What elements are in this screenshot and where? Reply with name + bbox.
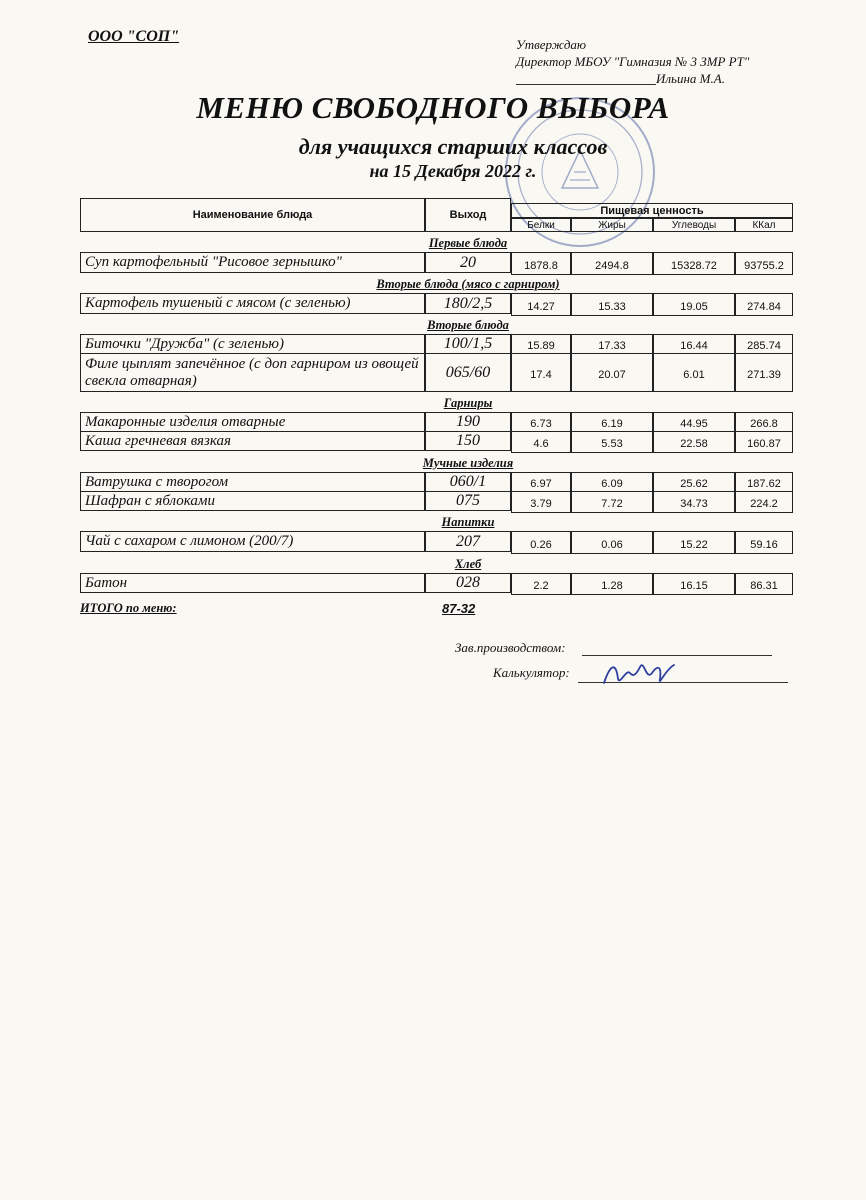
header-dish-name: Наименование блюда: [80, 198, 425, 232]
header-proteins: Белки: [511, 218, 571, 232]
dish-name: Филе цыплят запечённое (с доп гарниром из овощей свекла отварная): [80, 353, 425, 392]
dish-output: 190: [425, 412, 511, 432]
dish-fats: 0.06: [571, 531, 653, 554]
dish-proteins: 3.79: [511, 491, 571, 513]
production-manager-label: Зав.производством:: [455, 640, 566, 655]
dish-proteins: 4.6: [511, 431, 571, 453]
dish-carbs: 19.05: [653, 293, 735, 316]
dish-output: 150: [425, 431, 511, 451]
organization-name: ООО "СОП": [88, 28, 180, 45]
dish-kcal: 274.84: [735, 293, 793, 316]
dish-kcal: 86.31: [735, 573, 793, 595]
section-title: Вторые блюда: [427, 318, 509, 332]
dish-kcal: 93755.2: [735, 252, 793, 275]
dish-output: 060/1: [425, 472, 511, 492]
dish-fats: 6.19: [571, 412, 653, 432]
calculator-label: Калькулятор:: [493, 665, 570, 680]
approval-line-3: Ильина М.А.: [656, 71, 725, 86]
dish-name: Биточки "Дружба" (с зеленью): [80, 334, 425, 354]
dish-kcal: 59.16: [735, 531, 793, 554]
dish-fats: 7.72: [571, 491, 653, 513]
dish-fats: 5.53: [571, 431, 653, 453]
dish-output: 207: [425, 531, 511, 552]
dish-name: Каша гречневая вязкая: [80, 431, 425, 451]
dish-carbs: 44.95: [653, 412, 735, 432]
dish-proteins: 14.27: [511, 293, 571, 316]
section-title: Вторые блюда (мясо с гарниром): [376, 277, 560, 291]
section-title: Гарниры: [443, 396, 493, 410]
dish-output: 100/1,5: [425, 334, 511, 354]
dish-carbs: 22.58: [653, 431, 735, 453]
page-subtitle: для учащихся старших классов: [298, 134, 608, 159]
dish-output: 028: [425, 573, 511, 593]
dish-name: Суп картофельный "Рисовое зернышко": [80, 252, 425, 273]
dish-proteins: 2.2: [511, 573, 571, 595]
section-title: Первые блюда: [428, 236, 508, 250]
dish-fats: 2494.8: [571, 252, 653, 275]
header-nutrition: Пищевая ценность: [511, 203, 793, 218]
total-label: ИТОГО по меню:: [80, 601, 177, 615]
dish-kcal: 187.62: [735, 472, 793, 492]
dish-name: Шафран с яблоками: [80, 491, 425, 511]
dish-carbs: 15328.72: [653, 252, 735, 275]
approval-line-1: Утверждаю: [516, 37, 587, 52]
dish-fats: 1.28: [571, 573, 653, 595]
dish-output: 20: [425, 252, 511, 273]
dish-output: 075: [425, 491, 511, 511]
dish-carbs: 15.22: [653, 531, 735, 554]
director-signature-line: [516, 84, 656, 85]
dish-proteins: 17.4: [511, 353, 571, 392]
dish-carbs: 25.62: [653, 472, 735, 492]
total-value: 87-32: [442, 601, 476, 616]
calculator-signature: [600, 655, 680, 691]
dish-kcal: 224.2: [735, 491, 793, 513]
header-kcal: ККал: [735, 218, 793, 232]
header-carbs: Углеводы: [653, 218, 735, 232]
dish-proteins: 6.97: [511, 472, 571, 492]
approval-line-2: Директор МБОУ "Гимназия № 3 ЗМР РТ": [516, 54, 750, 69]
dish-proteins: 1878.8: [511, 252, 571, 275]
header-fats: Жиры: [571, 218, 653, 232]
dish-proteins: 6.73: [511, 412, 571, 432]
dish-fats: 20.07: [571, 353, 653, 392]
dish-name: Макаронные изделия отварные: [80, 412, 425, 432]
header-output: Выход: [425, 198, 511, 232]
dish-kcal: 266.8: [735, 412, 793, 432]
dish-fats: 17.33: [571, 334, 653, 354]
dish-carbs: 6.01: [653, 353, 735, 392]
dish-output: 065/60: [425, 353, 511, 392]
dish-kcal: 160.87: [735, 431, 793, 453]
dish-fats: 6.09: [571, 472, 653, 492]
dish-name: Чай с сахаром с лимоном (200/7): [80, 531, 425, 552]
dish-carbs: 16.44: [653, 334, 735, 354]
section-title: Хлеб: [454, 557, 482, 571]
dish-name: Ватрушка с творогом: [80, 472, 425, 492]
dish-fats: 15.33: [571, 293, 653, 316]
dish-kcal: 285.74: [735, 334, 793, 354]
dish-proteins: 15.89: [511, 334, 571, 354]
dish-proteins: 0.26: [511, 531, 571, 554]
approval-block: [516, 36, 749, 87]
dish-carbs: 34.73: [653, 491, 735, 513]
section-title: Мучные изделия: [422, 456, 514, 470]
page-title: МЕНЮ СВОБОДНОГО ВЫБОРА: [196, 90, 670, 125]
menu-date: на 15 Декабря 2022 г.: [369, 161, 537, 181]
dish-name: Картофель тушеный с мясом (с зеленью): [80, 293, 425, 314]
dish-carbs: 16.15: [653, 573, 735, 595]
section-title: Напитки: [441, 515, 495, 529]
dish-name: Батон: [80, 573, 425, 593]
dish-output: 180/2,5: [425, 293, 511, 314]
dish-kcal: 271.39: [735, 353, 793, 392]
